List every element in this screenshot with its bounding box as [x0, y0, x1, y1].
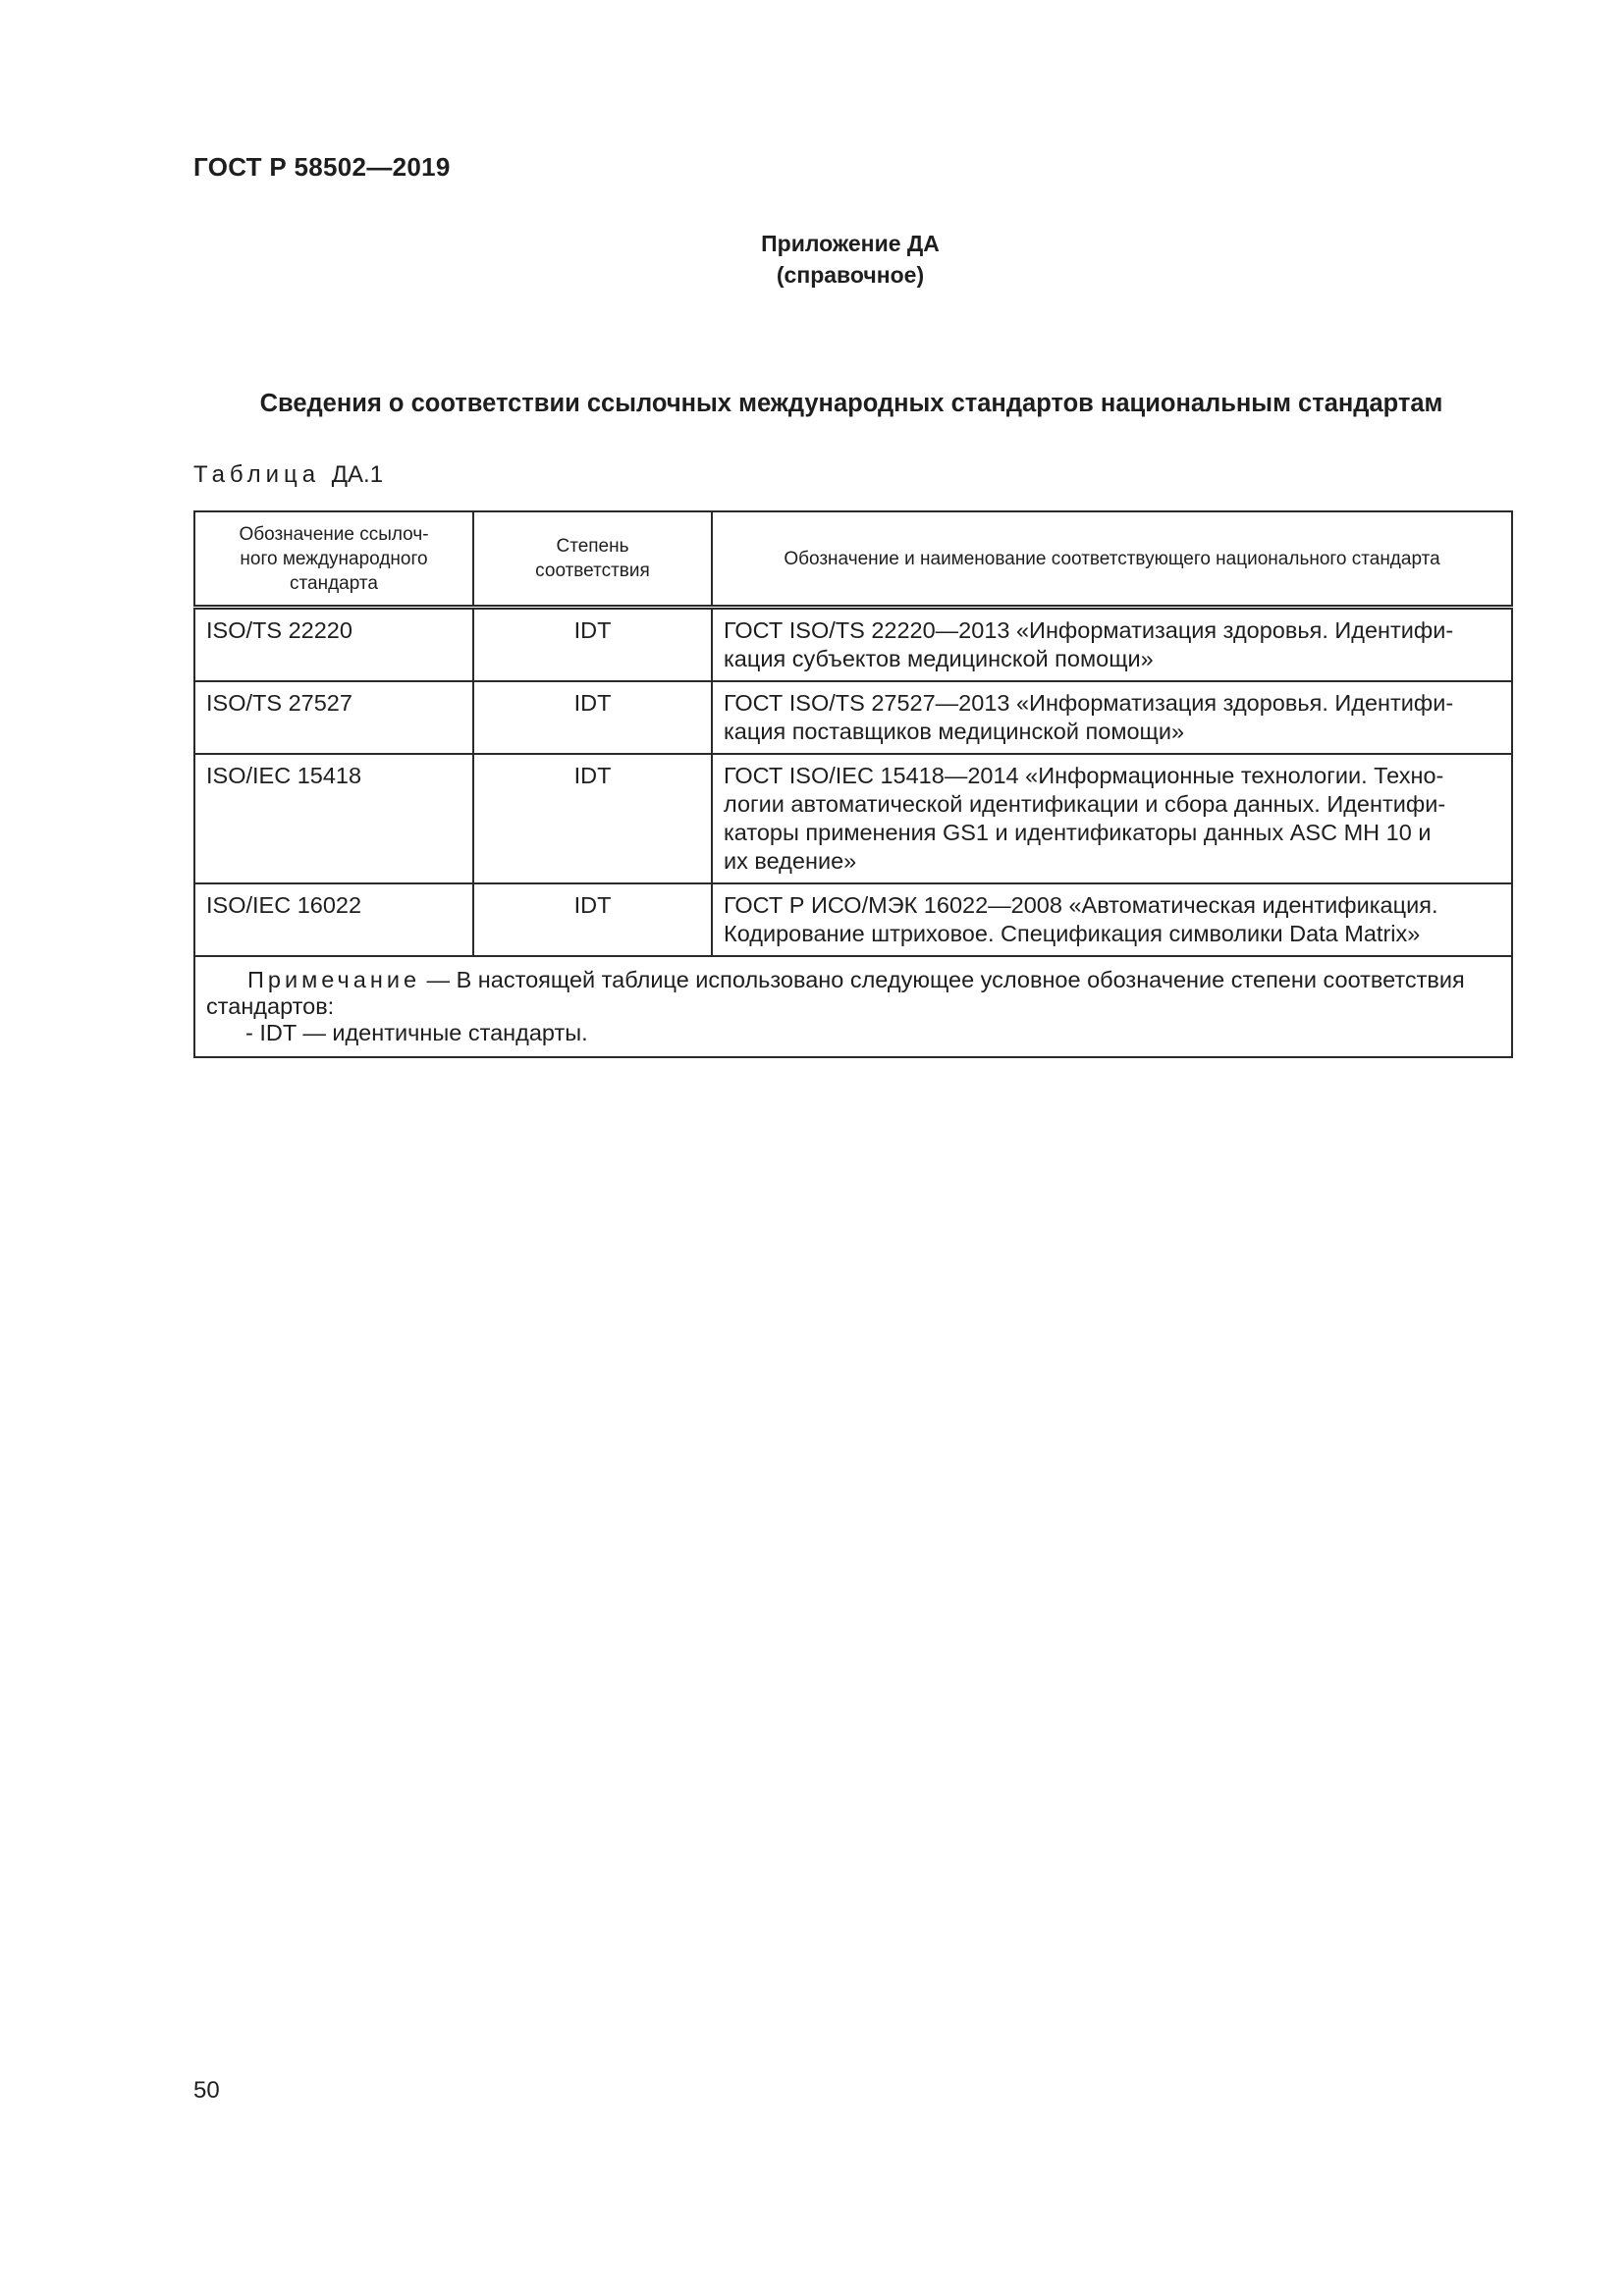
table-row [194, 754, 1512, 883]
document-designation: ГОСТ Р 58502—2019 [193, 152, 451, 182]
table-row [194, 681, 1512, 754]
page-number: 50 [193, 2077, 220, 2104]
note-label: Примечание [247, 967, 421, 992]
table-caption-label: Таблица [193, 461, 321, 488]
appendix-heading [0, 228, 1624, 291]
table-caption [193, 461, 383, 489]
note-paragraph [206, 967, 1500, 1020]
cell-national-standard: ГОСТ ISO/IEC 15418—2014 «Информационные технологии. Техно- логии автоматической идентификации и сбора данных. Идентифи- каторы применения GS1 и идентификаторы данных ASC MH 10 и их ведение» [712, 754, 1512, 883]
appendix-subtitle: (справочное) [776, 262, 925, 288]
table-note [194, 956, 1512, 1057]
appendix-title: Приложение ДА [761, 231, 940, 256]
table-caption-number: ДА.1 [331, 461, 384, 488]
cell-degree: IDT [473, 608, 712, 682]
column-header-reference: Обозначение ссылоч- ного международного стандарта [194, 511, 473, 608]
cell-reference: ISO/TS 22220 [194, 608, 473, 682]
section-title: Сведения о соответствии ссылочных международных стандартов национальным стандартам [259, 390, 1443, 417]
cell-degree: IDT [473, 883, 712, 956]
table-row [194, 883, 1512, 956]
cell-reference: ISO/IEC 15418 [194, 754, 473, 883]
cell-national-standard: ГОСТ Р ИСО/МЭК 16022—2008 «Автоматическая идентификация. Кодирование штриховое. Спецификация символики Data Matrix» [712, 883, 1512, 956]
table-header-row [194, 511, 1512, 608]
note-text: — В настоящей таблице использовано следующее условное обозначение степени соответствия стандартов: [206, 967, 1465, 1019]
cell-national-standard: ГОСТ ISO/TS 27527—2013 «Информатизация здоровья. Идентифи- кация поставщиков медицинской помощи» [712, 681, 1512, 754]
cell-reference: ISO/IEC 16022 [194, 883, 473, 956]
column-header-degree: Степень соответствия [473, 511, 712, 608]
cell-degree: IDT [473, 754, 712, 883]
table-note-row [194, 956, 1512, 1057]
cell-national-standard: ГОСТ ISO/TS 22220—2013 «Информатизация здоровья. Идентифи- кация субъектов медицинской помощи» [712, 608, 1512, 682]
table-row [194, 608, 1512, 682]
note-list-item: - IDT — идентичные стандарты. [245, 1020, 588, 1045]
correspondence-table [193, 510, 1513, 1058]
cell-reference: ISO/TS 27527 [194, 681, 473, 754]
column-header-national-standard: Обозначение и наименование соответствующего национального стандарта [712, 511, 1512, 608]
cell-degree: IDT [473, 681, 712, 754]
